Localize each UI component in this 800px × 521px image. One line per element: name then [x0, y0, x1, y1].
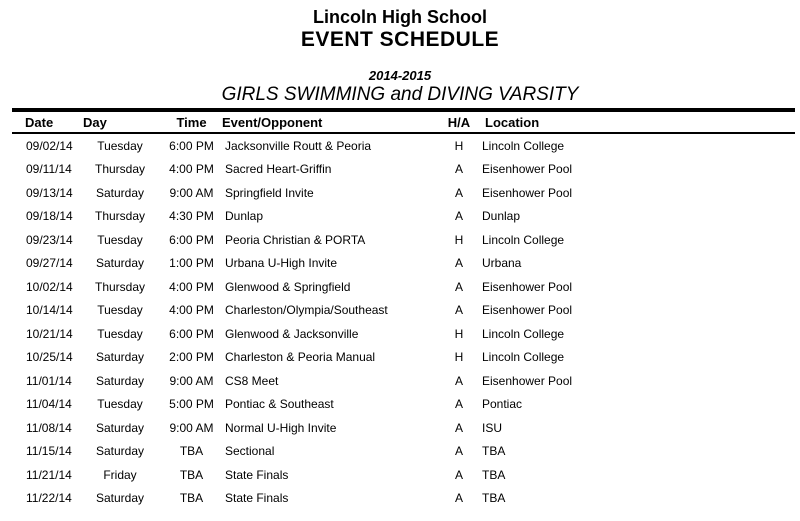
cell-ha: A: [454, 444, 463, 459]
schedule-table-body: [0, 134, 800, 510]
cell-location: ISU: [482, 420, 503, 435]
column-header-day: Day: [83, 114, 107, 130]
cell-date: 09/23/14: [26, 232, 73, 247]
table-row: [0, 369, 800, 393]
cell-ha: H: [454, 232, 464, 247]
cell-ha: H: [454, 138, 464, 153]
cell-location: Lincoln College: [482, 326, 565, 341]
cell-day: Tuesday: [97, 232, 143, 247]
cell-date: 11/22/14: [26, 491, 72, 506]
cell-time: 4:30 PM: [169, 209, 214, 224]
document-header: [0, 6, 800, 106]
schedule-table: [0, 108, 800, 510]
cell-event: Normal U-High Invite: [225, 420, 337, 435]
table-row: [0, 205, 800, 229]
cell-location: Lincoln College: [482, 232, 565, 247]
cell-day: Tuesday: [97, 303, 143, 318]
cell-ha: A: [454, 185, 463, 200]
table-row: [0, 252, 800, 276]
cell-time: 9:00 AM: [169, 373, 214, 388]
cell-date: 10/21/14: [26, 326, 73, 341]
cell-ha: A: [454, 162, 463, 177]
cell-time: TBA: [179, 467, 204, 482]
table-row: [0, 416, 800, 440]
cell-date: 11/21/14: [26, 467, 72, 482]
table-row: [0, 440, 800, 464]
table-row: [0, 322, 800, 346]
cell-date: 10/02/14: [26, 279, 73, 294]
cell-date: 09/27/14: [26, 256, 73, 271]
cell-event: Glenwood & Springfield: [225, 279, 351, 294]
cell-location: Lincoln College: [482, 138, 565, 153]
cell-location: TBA: [482, 491, 506, 506]
cell-event: Jacksonville Routt & Peoria: [225, 138, 372, 153]
cell-date: 11/15/14: [26, 444, 72, 459]
cell-event: State Finals: [225, 491, 289, 506]
column-header-time: Time: [176, 114, 207, 130]
cell-day: Saturday: [95, 373, 145, 388]
cell-day: Saturday: [95, 491, 145, 506]
cell-day: Saturday: [95, 350, 145, 365]
cell-time: 9:00 AM: [169, 185, 214, 200]
cell-day: Saturday: [95, 420, 145, 435]
column-header-event-opponent: Event/Opponent: [222, 114, 323, 130]
cell-location: Pontiac: [482, 397, 523, 412]
cell-ha: A: [454, 209, 463, 224]
cell-date: 09/18/14: [26, 209, 73, 224]
cell-event: Sacred Heart-Griffin: [225, 162, 332, 177]
table-row: [0, 463, 800, 487]
cell-location: TBA: [482, 467, 506, 482]
cell-date: 10/25/14: [26, 350, 73, 365]
table-row: [0, 134, 800, 158]
season-label: 2014-2015: [368, 68, 432, 83]
cell-location: Eisenhower Pool: [482, 185, 573, 200]
cell-time: 6:00 PM: [169, 138, 214, 153]
cell-time: 2:00 PM: [169, 350, 214, 365]
cell-date: 09/13/14: [26, 185, 73, 200]
cell-location: Eisenhower Pool: [482, 162, 573, 177]
cell-day: Friday: [103, 467, 137, 482]
cell-date: 11/08/14: [26, 420, 72, 435]
cell-day: Tuesday: [97, 138, 143, 153]
cell-ha: H: [454, 326, 464, 341]
cell-ha: H: [454, 350, 464, 365]
table-row: [0, 228, 800, 252]
cell-event: Urbana U-High Invite: [225, 256, 338, 271]
cell-event: State Finals: [225, 467, 289, 482]
table-row: [0, 299, 800, 323]
cell-day: Saturday: [95, 256, 145, 271]
cell-location: Urbana: [482, 256, 522, 271]
cell-event: Charleston/Olympia/Southeast: [225, 303, 388, 318]
cell-day: Tuesday: [97, 397, 143, 412]
cell-ha: A: [454, 420, 463, 435]
cell-day: Saturday: [95, 185, 145, 200]
cell-time: 1:00 PM: [169, 256, 214, 271]
cell-event: Charleston & Peoria Manual: [225, 350, 376, 365]
cell-ha: A: [454, 397, 463, 412]
table-row: [0, 393, 800, 417]
cell-event: Sectional: [225, 444, 275, 459]
cell-date: 11/01/14: [26, 373, 72, 388]
cell-time: 4:00 PM: [169, 279, 214, 294]
cell-location: Eisenhower Pool: [482, 303, 573, 318]
column-header-date: Date: [25, 114, 54, 130]
table-row: [0, 181, 800, 205]
cell-date: 10/14/14: [26, 303, 73, 318]
cell-ha: A: [454, 491, 463, 506]
cell-day: Thursday: [94, 162, 146, 177]
cell-day: Tuesday: [97, 326, 143, 341]
table-row: [0, 158, 800, 182]
table-header-row: [0, 112, 800, 132]
cell-date: 09/02/14: [26, 138, 73, 153]
cell-ha: A: [454, 303, 463, 318]
table-row: [0, 487, 800, 511]
cell-time: TBA: [179, 444, 204, 459]
table-row: [0, 346, 800, 370]
cell-location: Lincoln College: [482, 350, 565, 365]
cell-ha: A: [454, 467, 463, 482]
cell-event: Dunlap: [225, 209, 264, 224]
cell-event: Springfield Invite: [225, 185, 314, 200]
cell-time: 5:00 PM: [169, 397, 214, 412]
team-subtitle: GIRLS SWIMMING and DIVING VARSITY: [221, 84, 579, 105]
cell-day: Thursday: [94, 209, 146, 224]
cell-time: 6:00 PM: [169, 232, 214, 247]
cell-date: 11/04/14: [26, 397, 72, 412]
cell-event: Peoria Christian & PORTA: [225, 232, 366, 247]
cell-ha: A: [454, 256, 463, 271]
table-row: [0, 275, 800, 299]
cell-time: 4:00 PM: [169, 162, 214, 177]
column-header-home-away: H/A: [447, 114, 471, 130]
document-title: EVENT SCHEDULE: [300, 28, 500, 51]
cell-day: Thursday: [94, 279, 146, 294]
cell-time: 6:00 PM: [169, 326, 214, 341]
cell-location: Eisenhower Pool: [482, 373, 573, 388]
cell-date: 09/11/14: [26, 162, 72, 177]
school-name: Lincoln High School: [313, 7, 487, 27]
cell-ha: A: [454, 279, 463, 294]
cell-ha: A: [454, 373, 463, 388]
cell-time: 4:00 PM: [169, 303, 214, 318]
cell-event: Glenwood & Jacksonville: [225, 326, 359, 341]
cell-event: CS8 Meet: [225, 373, 279, 388]
cell-event: Pontiac & Southeast: [225, 397, 334, 412]
cell-time: TBA: [179, 491, 204, 506]
cell-location: Dunlap: [482, 209, 521, 224]
cell-location: TBA: [482, 444, 506, 459]
column-header-location: Location: [485, 114, 540, 130]
cell-location: Eisenhower Pool: [482, 279, 573, 294]
cell-time: 9:00 AM: [169, 420, 214, 435]
cell-day: Saturday: [95, 444, 145, 459]
